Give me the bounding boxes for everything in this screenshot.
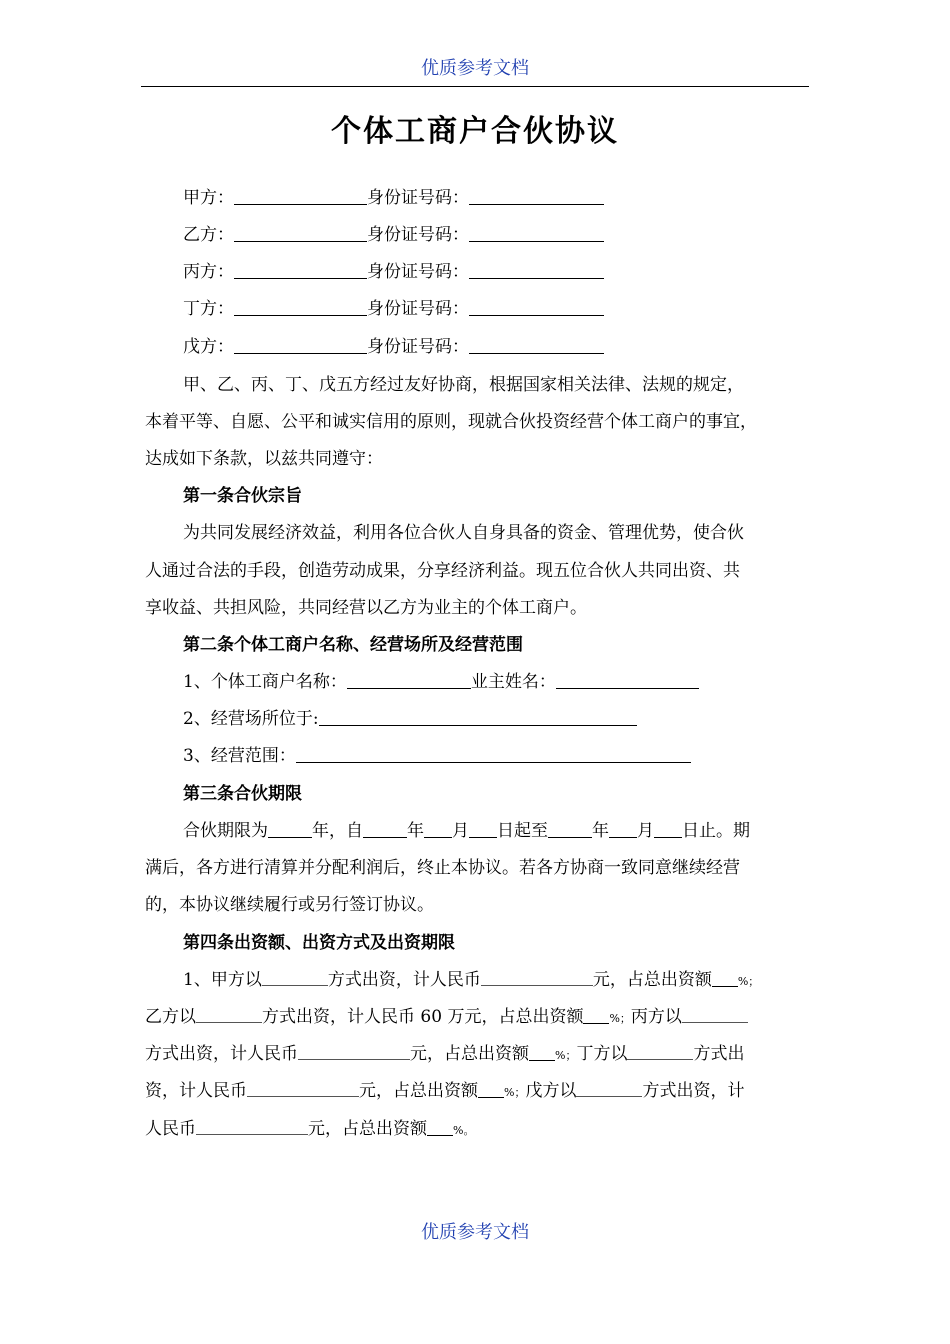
party-row: 丙方： 身份证号码： <box>145 259 810 285</box>
article-3-line: 合伙期限为 年，自 年 月 日起至 年 月 日止。期 <box>183 821 750 841</box>
article-4-heading: 第四条出资额、出资方式及出资期限 <box>183 933 455 953</box>
article-2-item: 1、个体工商户名称： 业主姓名： <box>145 669 810 695</box>
article-2-heading: 第二条个体工商户名称、经营场所及经营范围 <box>183 635 523 655</box>
article-2-item: 3、经营范围： <box>145 743 810 769</box>
article-1-line: 人通过合法的手段，创造劳动成果，分享经济利益。现五位合伙人共同出资、共 <box>145 561 740 581</box>
article-3-line: 的，本协议继续履行或另行签订协议。 <box>145 895 434 915</box>
page-footer: 优质参考文档 <box>421 1222 529 1243</box>
party-row: 乙方： 身份证号码： <box>145 222 810 248</box>
page-header: 优质参考文档 <box>421 58 529 79</box>
article-4-line: 1、甲方以 方式出资，计人民币 元，占总出资额 %； <box>183 970 760 990</box>
article-4-line: 人民币 元，占总出资额 %。 <box>145 1119 475 1139</box>
article-3-line: 满后，各方进行清算并分配利润后，终止本协议。若各方协商一致同意继续经营 <box>145 858 740 878</box>
intro-line: 甲、乙、丙、丁、戊五方经过友好协商，根据国家相关法律、法规的规定， <box>183 375 744 395</box>
article-4-line: 资，计人民币 元，占总出资额 %；戊方以 方式出资，计 <box>145 1081 745 1101</box>
header-rule <box>141 86 809 87</box>
article-1-line: 享收益、共担风险，共同经营以乙方为业主的个体工商户。 <box>145 598 587 618</box>
intro-line: 达成如下条款，以兹共同遵守： <box>145 449 383 469</box>
document-title: 个体工商户合伙协议 <box>331 114 619 149</box>
party-row: 戊方： 身份证号码： <box>145 334 810 360</box>
article-2-item: 2、经营场所位于: <box>145 706 810 732</box>
article-4-line: 乙方以 方式出资，计人民币 60 万元，占总出资额 %；丙方以 <box>145 1004 810 1032</box>
article-1-line: 为共同发展经济效益，利用各位合伙人自身具备的资金、管理优势，使合伙 <box>183 523 744 543</box>
article-1-heading: 第一条合伙宗旨 <box>183 486 302 506</box>
article-4-line: 方式出资，计人民币 元，占总出资额 %；丁方以 方式出 <box>145 1044 745 1064</box>
party-row: 甲方： 身份证号码： <box>145 185 810 211</box>
intro-line: 本着平等、自愿、公平和诚实信用的原则，现就合伙投资经营个体工商户的事宜， <box>145 412 757 432</box>
party-row: 丁方： 身份证号码： <box>145 296 810 322</box>
article-3-heading: 第三条合伙期限 <box>183 784 302 804</box>
